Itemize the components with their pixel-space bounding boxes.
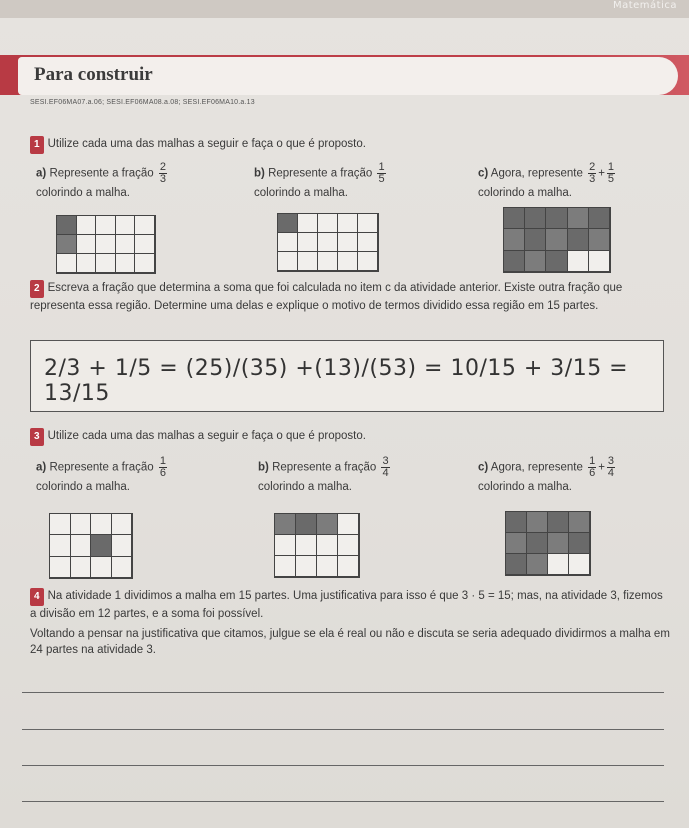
- grid-cell[interactable]: [50, 514, 71, 535]
- grid-cell[interactable]: [275, 514, 296, 535]
- num: 3: [382, 455, 389, 467]
- grid-cell[interactable]: [317, 535, 338, 556]
- grid-cell[interactable]: [504, 208, 525, 229]
- q2-number: 2: [30, 280, 44, 298]
- num: 1: [607, 161, 615, 173]
- grid-cell[interactable]: [57, 235, 77, 254]
- skill-reference: SESI.EF06MA07.a.06; SESI.EF06MA08.a.08; SESI.EF06MA10.a.13: [30, 99, 255, 106]
- grid-cell[interactable]: [135, 216, 155, 235]
- q1a-fraction: [159, 162, 167, 185]
- grid-cell[interactable]: [77, 235, 97, 254]
- den: 4: [382, 467, 389, 479]
- q1-text: Utilize cada uma das malhas a seguir e faça o que é proposto.: [47, 138, 366, 150]
- grid-cell[interactable]: [116, 235, 136, 254]
- section-title: Para construir: [34, 64, 153, 85]
- grid-cell[interactable]: [568, 208, 589, 229]
- grid-cell[interactable]: [504, 251, 525, 272]
- q1a-grid[interactable]: [56, 215, 156, 274]
- grid-cell[interactable]: [506, 533, 527, 554]
- grid-cell[interactable]: [569, 512, 590, 533]
- grid-cell[interactable]: [569, 554, 590, 575]
- subject-tag: Matemática: [612, 0, 677, 11]
- q1c-fraction2: [607, 162, 615, 185]
- grid-cell[interactable]: [298, 252, 318, 271]
- grid-cell[interactable]: [112, 557, 133, 578]
- grid-cell[interactable]: [96, 254, 116, 273]
- q1a-text2: colorindo a malha.: [36, 187, 130, 199]
- q4-text-2: Voltando a pensar na justificativa que citamos, julgue se ela é real ou não e discuta se seria adequado dividirmos a malha em 24 partes na atividade 3.: [30, 628, 670, 656]
- q1c: [478, 162, 617, 201]
- grid-cell[interactable]: [589, 229, 610, 250]
- grid-cell[interactable]: [338, 233, 358, 252]
- answer-line[interactable]: [22, 729, 664, 730]
- q1-number: 1: [30, 136, 44, 154]
- grid-cell[interactable]: [589, 251, 610, 272]
- grid-cell[interactable]: [116, 216, 136, 235]
- grid-cell[interactable]: [548, 512, 569, 533]
- den: 5: [378, 173, 385, 185]
- grid-cell[interactable]: [135, 235, 155, 254]
- grid-cell[interactable]: [50, 535, 71, 556]
- grid-cell[interactable]: [135, 254, 155, 273]
- answer-line[interactable]: [22, 801, 664, 802]
- grid-cell[interactable]: [338, 514, 359, 535]
- grid-cell[interactable]: [527, 554, 548, 575]
- den: 6: [159, 467, 166, 479]
- q2-prompt: [30, 280, 670, 314]
- grid-cell[interactable]: [296, 556, 317, 577]
- grid-cell[interactable]: [338, 214, 358, 233]
- plus: +: [598, 461, 605, 474]
- grid-cell[interactable]: [548, 554, 569, 575]
- grid-cell[interactable]: [317, 556, 338, 577]
- grid-cell[interactable]: [71, 514, 92, 535]
- grid-cell[interactable]: [275, 556, 296, 577]
- grid-cell[interactable]: [77, 216, 97, 235]
- q3c-text2: colorindo a malha.: [478, 481, 572, 493]
- q3c: [478, 456, 617, 495]
- grid-cell[interactable]: [296, 514, 317, 535]
- grid-cell[interactable]: [504, 229, 525, 250]
- grid-cell[interactable]: [278, 252, 298, 271]
- q4-text-1: Na atividade 1 dividimos a malha em 15 partes. Uma justificativa para isso é que 3 · 5 = 15; mas, na atividade 3, fizemos a divisão em 12 partes, e a soma foi possível.: [30, 590, 663, 620]
- grid-cell[interactable]: [338, 556, 359, 577]
- grid-cell[interactable]: [318, 233, 338, 252]
- q3b-text2: colorindo a malha.: [258, 481, 352, 493]
- num: 1: [589, 455, 596, 467]
- q1b-text2: colorindo a malha.: [254, 187, 348, 199]
- num: 2: [159, 161, 166, 173]
- grid-cell[interactable]: [338, 535, 359, 556]
- grid-cell[interactable]: [546, 208, 567, 229]
- q3b-fraction: [381, 456, 389, 479]
- q4-paragraph-2: [30, 626, 670, 658]
- q4-number: 4: [30, 588, 44, 606]
- den: 5: [607, 173, 615, 185]
- q1b-fraction: [377, 162, 385, 185]
- grid-cell[interactable]: [358, 252, 378, 271]
- num: 2: [589, 161, 596, 173]
- grid-cell[interactable]: [71, 557, 92, 578]
- top-band: [0, 0, 689, 18]
- q3-prompt: [30, 428, 366, 446]
- q3b-letter: b): [258, 461, 269, 474]
- grid-cell[interactable]: [275, 535, 296, 556]
- q1b-letter: b): [254, 167, 265, 180]
- grid-cell[interactable]: [71, 535, 92, 556]
- q2-text: Escreva a fração que determina a soma que foi calculada no item c da atividade anterior. Existe outra fração que representa essa região. Determine uma delas e explique o motivo de termos dividido essa região em 15 partes.: [30, 282, 623, 312]
- grid-cell[interactable]: [298, 233, 318, 252]
- grid-cell[interactable]: [527, 512, 548, 533]
- q3c-letter: c): [478, 461, 489, 474]
- grid-cell[interactable]: [358, 233, 378, 252]
- grid-cell[interactable]: [546, 251, 567, 272]
- plus: +: [598, 167, 605, 180]
- q3b: [258, 456, 392, 495]
- answer-line[interactable]: [22, 765, 664, 766]
- den: 4: [607, 467, 615, 479]
- q3a: [36, 456, 169, 495]
- grid-cell[interactable]: [91, 514, 112, 535]
- q3a-fraction: [159, 456, 167, 479]
- grid-cell[interactable]: [525, 229, 546, 250]
- grid-cell[interactable]: [91, 557, 112, 578]
- q3a-grid[interactable]: [49, 513, 133, 579]
- q1b-grid[interactable]: [277, 213, 379, 272]
- q3b-grid[interactable]: [274, 513, 360, 578]
- q1a: [36, 162, 169, 201]
- grid-cell[interactable]: [77, 254, 97, 273]
- q4-paragraph-1: [30, 588, 670, 622]
- grid-cell[interactable]: [57, 216, 77, 235]
- grid-cell[interactable]: [506, 554, 527, 575]
- grid-cell[interactable]: [569, 533, 590, 554]
- q2-handwritten-answer: 2/3 + 1/5 = (25)/(35) +(13)/(53) = 10/15 + 3/15 = 13/15: [44, 356, 629, 406]
- grid-cell[interactable]: [278, 214, 298, 233]
- q3c-fraction2: [607, 456, 615, 479]
- q3a-text2: colorindo a malha.: [36, 481, 130, 493]
- q1b-text: Represente a fração: [268, 167, 373, 180]
- grid-cell[interactable]: [568, 229, 589, 250]
- q1c-text: Agora, represente: [490, 167, 583, 180]
- grid-cell[interactable]: [506, 512, 527, 533]
- q3c-grid[interactable]: [505, 511, 591, 576]
- grid-cell[interactable]: [112, 535, 133, 556]
- grid-cell[interactable]: [57, 254, 77, 273]
- grid-cell[interactable]: [298, 214, 318, 233]
- grid-cell[interactable]: [589, 208, 610, 229]
- q1b: [254, 162, 388, 201]
- grid-cell[interactable]: [525, 208, 546, 229]
- grid-cell[interactable]: [568, 251, 589, 272]
- grid-cell[interactable]: [96, 216, 116, 235]
- q3-text: Utilize cada uma das malhas a seguir e faça o que é proposto.: [47, 430, 366, 442]
- grid-cell[interactable]: [96, 235, 116, 254]
- q3c-text: Agora, represente: [490, 461, 583, 474]
- grid-cell[interactable]: [296, 535, 317, 556]
- q1c-text2: colorindo a malha.: [478, 187, 572, 199]
- q1c-grid[interactable]: [503, 207, 611, 273]
- grid-cell[interactable]: [116, 254, 136, 273]
- q1c-letter: c): [478, 167, 489, 180]
- grid-cell[interactable]: [91, 535, 112, 556]
- grid-cell[interactable]: [525, 251, 546, 272]
- grid-cell[interactable]: [278, 233, 298, 252]
- grid-cell[interactable]: [548, 533, 569, 554]
- q1a-letter: a): [36, 167, 47, 180]
- q3a-text: Represente a fração: [49, 461, 154, 474]
- grid-cell[interactable]: [50, 557, 71, 578]
- num: 1: [159, 455, 166, 467]
- q1c-fraction1: [588, 162, 596, 185]
- num: 3: [607, 455, 615, 467]
- grid-cell[interactable]: [112, 514, 133, 535]
- den: 3: [159, 173, 166, 185]
- q3-number: 3: [30, 428, 44, 446]
- grid-cell[interactable]: [527, 533, 548, 554]
- q3c-fraction1: [588, 456, 596, 479]
- answer-line[interactable]: [22, 692, 664, 693]
- grid-cell[interactable]: [546, 229, 567, 250]
- q3b-text: Represente a fração: [272, 461, 377, 474]
- den: 3: [589, 173, 596, 185]
- grid-cell[interactable]: [338, 252, 358, 271]
- num: 1: [378, 161, 385, 173]
- q1a-text: Represente a fração: [49, 167, 154, 180]
- grid-cell[interactable]: [358, 214, 378, 233]
- grid-cell[interactable]: [318, 214, 338, 233]
- grid-cell[interactable]: [318, 252, 338, 271]
- q3a-letter: a): [36, 461, 47, 474]
- den: 6: [589, 467, 596, 479]
- q1-prompt: [30, 136, 366, 154]
- grid-cell[interactable]: [317, 514, 338, 535]
